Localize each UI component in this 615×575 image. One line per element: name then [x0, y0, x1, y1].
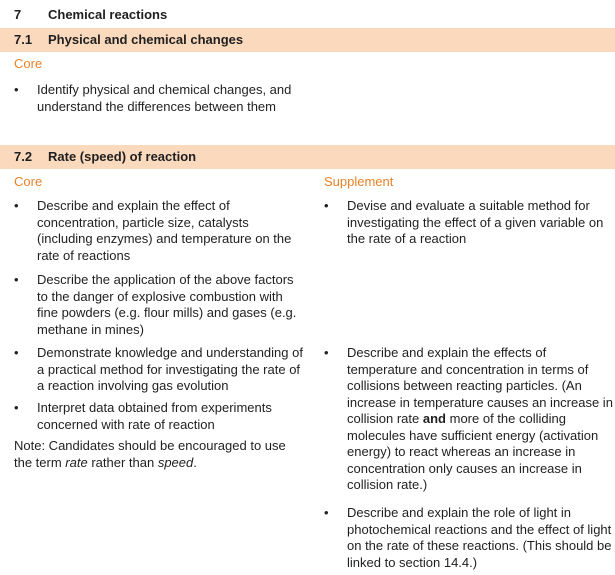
list-item: [324, 345, 615, 494]
note-middle: rather than: [87, 454, 158, 470]
bullet-text-part: Describe and explain the effects of temperature and concentration in terms of collisions between reacting particles. (An increase in temperature causes an increase in collision rate: [347, 345, 613, 426]
bullet-text: Interpret data obtained from experiments concerned with rate of reaction: [37, 400, 272, 432]
note-term-rate: rate: [65, 454, 88, 470]
bullet-dot: •: [324, 198, 329, 213]
bullet-text-part: more of the colliding molecules have sufficient energy (activation energy) to react whereas an increase in concentration only causes an increase in collision rate.): [347, 411, 599, 492]
section-title: Rate (speed) of reaction: [48, 149, 197, 164]
section-title: Physical and chemical changes: [48, 32, 244, 47]
bullet-text-bold: and: [422, 411, 446, 426]
chapter-title: Chemical reactions: [48, 7, 168, 22]
note-suffix: .: [193, 454, 197, 470]
note-text: [14, 438, 304, 471]
chapter-number: 7: [14, 7, 22, 22]
bullet-text-part: Devise and evaluate a suitable method for investigating the effect of a given variable on the rate of a reaction: [347, 198, 604, 246]
bullet-text-part: Describe and explain the role of light in photochemical reactions and the effect of light on the rate of these reactions. (This should be linked to section 14.4.): [347, 505, 612, 570]
list-item: [14, 82, 304, 115]
bullet-text: Describe the application of the above factors to the danger of explosive combustion with fine powders (e.g. flour mills) and gases (e.g. methane in mines): [37, 272, 297, 337]
bullet-dot: •: [14, 400, 19, 415]
list-item: [324, 198, 615, 248]
list-item: [14, 345, 304, 395]
chapter-heading: [14, 7, 167, 22]
bullet-dot: •: [14, 345, 19, 360]
note-prefix: Note: Candidates should be encouraged to use the term: [14, 438, 286, 470]
bullet-dot: •: [14, 272, 19, 287]
core-label: Core: [14, 56, 43, 71]
bullet-text: Describe and explain the effect of concentration, particle size, catalysts (including enzymes) and temperature on the rate of reactions: [37, 198, 292, 263]
bullet-text: Identify physical and chemical changes, and understand the differences between them: [37, 82, 292, 114]
list-item: [14, 272, 304, 338]
note-term-speed: speed: [157, 454, 194, 470]
section-number: 7.1: [14, 32, 33, 47]
list-item: [14, 400, 304, 433]
list-item: [14, 198, 304, 264]
section-7-2-heading: [0, 145, 615, 169]
bullet-dot: •: [14, 198, 19, 213]
list-item: [324, 505, 615, 571]
supplement-label: Supplement: [324, 174, 394, 189]
bullet-text: [324, 345, 615, 494]
bullet-text: [324, 198, 615, 248]
section-7-1-heading: [0, 28, 615, 52]
core-label: Core: [14, 174, 43, 189]
bullet-text: [324, 505, 615, 571]
bullet-text: Demonstrate knowledge and understanding of a practical method for investigating the rate of a reaction involving gas evolution: [37, 345, 303, 393]
bullet-dot: •: [324, 505, 329, 520]
section-number: 7.2: [14, 149, 33, 164]
bullet-dot: •: [14, 82, 19, 97]
bullet-dot: •: [324, 345, 329, 360]
